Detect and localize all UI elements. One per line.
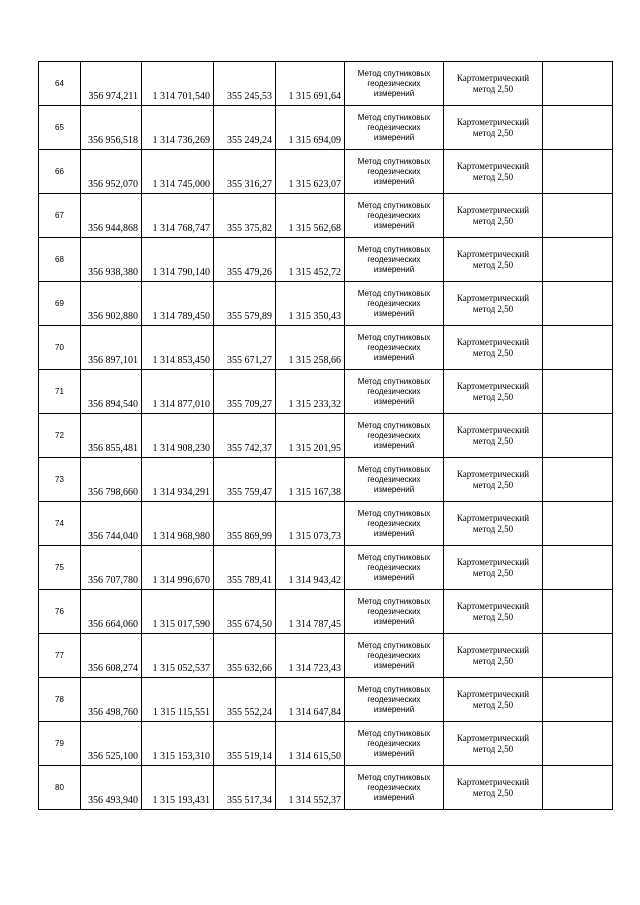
x-coordinate-cell	[81, 722, 142, 766]
method-text: Метод спутниковых геодезических измерений	[357, 244, 431, 274]
y2-coordinate-cell	[276, 634, 345, 678]
y2-coordinate-text: 1 315 233,32	[288, 399, 341, 410]
x-coordinate-text: 356 944,868	[88, 223, 138, 234]
y-coordinate-text: 1 314 908,230	[152, 443, 210, 454]
x-coordinate-text: 356 894,540	[88, 399, 138, 410]
accuracy-cell	[444, 150, 543, 194]
accuracy-cell	[444, 546, 543, 590]
point-number-cell: 66	[39, 150, 81, 194]
x-coordinate-cell	[81, 62, 142, 106]
table-row	[39, 766, 613, 810]
method-cell	[345, 150, 444, 194]
x2-coordinate-text: 355 316,27	[227, 179, 272, 190]
method-text: Метод спутниковых геодезических измерений	[357, 376, 431, 406]
empty-cell	[543, 238, 613, 282]
x2-coordinate-text: 355 519,14	[227, 751, 272, 762]
x2-coordinate-cell	[214, 590, 276, 634]
empty-cell	[543, 546, 613, 590]
y2-coordinate-cell	[276, 766, 345, 810]
accuracy-cell	[444, 634, 543, 678]
empty-cell	[543, 370, 613, 414]
accuracy-text: Картометрический метод 2,50	[456, 160, 530, 182]
method-text: Метод спутниковых геодезических измерений	[357, 420, 431, 450]
x-coordinate-cell	[81, 590, 142, 634]
method-text: Метод спутниковых геодезических измерений	[357, 508, 431, 538]
method-cell	[345, 370, 444, 414]
y2-coordinate-cell	[276, 590, 345, 634]
x2-coordinate-cell	[214, 458, 276, 502]
accuracy-text: Картометрический метод 2,50	[456, 248, 530, 270]
y-coordinate-cell	[142, 414, 214, 458]
y2-coordinate-cell	[276, 282, 345, 326]
point-number-cell: 77	[39, 634, 81, 678]
accuracy-cell	[444, 238, 543, 282]
y2-coordinate-text: 1 315 694,09	[288, 135, 341, 146]
x-coordinate-text: 356 798,660	[88, 487, 138, 498]
y-coordinate-text: 1 315 153,310	[152, 751, 210, 762]
x2-coordinate-text: 355 375,82	[227, 223, 272, 234]
accuracy-text: Картометрический метод 2,50	[456, 204, 530, 226]
x-coordinate-cell	[81, 678, 142, 722]
y-coordinate-cell	[142, 326, 214, 370]
x-coordinate-cell	[81, 458, 142, 502]
accuracy-text: Картометрический метод 2,50	[456, 380, 530, 402]
y2-coordinate-text: 1 315 201,95	[288, 443, 341, 454]
accuracy-cell	[444, 326, 543, 370]
accuracy-cell	[444, 502, 543, 546]
x2-coordinate-text: 355 709,27	[227, 399, 272, 410]
x2-coordinate-text: 355 517,34	[227, 795, 272, 806]
x2-coordinate-text: 355 759,47	[227, 487, 272, 498]
x2-coordinate-cell	[214, 150, 276, 194]
x-coordinate-cell	[81, 502, 142, 546]
x2-coordinate-cell	[214, 326, 276, 370]
y-coordinate-cell	[142, 678, 214, 722]
x-coordinate-cell	[81, 150, 142, 194]
x2-coordinate-text: 355 552,24	[227, 707, 272, 718]
y-coordinate-text: 1 314 790,140	[152, 267, 210, 278]
method-text: Метод спутниковых геодезических измерений	[357, 596, 431, 626]
point-number-cell: 68	[39, 238, 81, 282]
x2-coordinate-text: 355 479,26	[227, 267, 272, 278]
empty-cell	[543, 282, 613, 326]
y2-coordinate-cell	[276, 150, 345, 194]
method-cell	[345, 502, 444, 546]
y-coordinate-cell	[142, 62, 214, 106]
accuracy-text: Картометрический метод 2,50	[456, 644, 530, 666]
accuracy-cell	[444, 766, 543, 810]
x2-coordinate-text: 355 674,50	[227, 619, 272, 630]
method-text: Метод спутниковых геодезических измерений	[357, 684, 431, 714]
point-number-cell: 80	[39, 766, 81, 810]
y-coordinate-text: 1 314 789,450	[152, 311, 210, 322]
y-coordinate-cell	[142, 238, 214, 282]
empty-cell	[543, 106, 613, 150]
y2-coordinate-cell	[276, 194, 345, 238]
y-coordinate-cell	[142, 766, 214, 810]
y2-coordinate-cell	[276, 414, 345, 458]
x2-coordinate-text: 355 742,37	[227, 443, 272, 454]
table-row	[39, 106, 613, 150]
x-coordinate-cell	[81, 194, 142, 238]
x2-coordinate-cell	[214, 194, 276, 238]
method-text: Метод спутниковых геодезических измерений	[357, 640, 431, 670]
x2-coordinate-cell	[214, 414, 276, 458]
y-coordinate-text: 1 315 052,537	[152, 663, 210, 674]
x-coordinate-text: 356 952,070	[88, 179, 138, 190]
y2-coordinate-text: 1 314 552,37	[288, 795, 341, 806]
method-cell	[345, 238, 444, 282]
x2-coordinate-text: 355 632,66	[227, 663, 272, 674]
method-cell	[345, 766, 444, 810]
accuracy-text: Картометрический метод 2,50	[456, 424, 530, 446]
point-number-cell: 65	[39, 106, 81, 150]
table-row	[39, 282, 613, 326]
y-coordinate-text: 1 314 996,670	[152, 575, 210, 586]
y2-coordinate-text: 1 315 452,72	[288, 267, 341, 278]
y-coordinate-text: 1 314 934,291	[152, 487, 210, 498]
y2-coordinate-text: 1 315 073,73	[288, 531, 341, 542]
method-text: Метод спутниковых геодезических измерений	[357, 200, 431, 230]
empty-cell	[543, 458, 613, 502]
y2-coordinate-cell	[276, 370, 345, 414]
accuracy-cell	[444, 194, 543, 238]
x2-coordinate-cell	[214, 238, 276, 282]
method-cell	[345, 546, 444, 590]
table-row	[39, 502, 613, 546]
x2-coordinate-cell	[214, 546, 276, 590]
x2-coordinate-text: 355 579,89	[227, 311, 272, 322]
point-number-cell: 76	[39, 590, 81, 634]
method-cell	[345, 590, 444, 634]
y-coordinate-cell	[142, 150, 214, 194]
x2-coordinate-cell	[214, 502, 276, 546]
y-coordinate-text: 1 315 115,551	[152, 707, 210, 718]
x-coordinate-cell	[81, 634, 142, 678]
x2-coordinate-cell	[214, 62, 276, 106]
x-coordinate-cell	[81, 370, 142, 414]
y-coordinate-cell	[142, 194, 214, 238]
y2-coordinate-text: 1 315 691,64	[288, 91, 341, 102]
y-coordinate-cell	[142, 546, 214, 590]
table-row	[39, 634, 613, 678]
x-coordinate-text: 356 902,880	[88, 311, 138, 322]
accuracy-cell	[444, 282, 543, 326]
y2-coordinate-text: 1 315 167,38	[288, 487, 341, 498]
accuracy-cell	[444, 458, 543, 502]
accuracy-text: Картометрический метод 2,50	[456, 292, 530, 314]
x-coordinate-text: 356 855,481	[88, 443, 138, 454]
y-coordinate-text: 1 314 877,010	[152, 399, 210, 410]
x2-coordinate-cell	[214, 722, 276, 766]
method-cell	[345, 678, 444, 722]
table-row	[39, 678, 613, 722]
method-text: Метод спутниковых геодезических измерений	[357, 68, 431, 98]
x-coordinate-cell	[81, 326, 142, 370]
point-number-cell: 74	[39, 502, 81, 546]
empty-cell	[543, 502, 613, 546]
x-coordinate-text: 356 664,060	[88, 619, 138, 630]
empty-cell	[543, 194, 613, 238]
x-coordinate-text: 356 707,780	[88, 575, 138, 586]
x2-coordinate-cell	[214, 678, 276, 722]
x2-coordinate-cell	[214, 106, 276, 150]
y2-coordinate-text: 1 314 787,45	[288, 619, 341, 630]
accuracy-text: Картометрический метод 2,50	[456, 468, 530, 490]
y-coordinate-cell	[142, 370, 214, 414]
y-coordinate-cell	[142, 634, 214, 678]
accuracy-text: Картометрический метод 2,50	[456, 72, 530, 94]
x2-coordinate-text: 355 789,41	[227, 575, 272, 586]
y-coordinate-text: 1 314 745,000	[152, 179, 210, 190]
table-row	[39, 326, 613, 370]
point-number-cell: 67	[39, 194, 81, 238]
x-coordinate-text: 356 493,940	[88, 795, 138, 806]
point-number-cell: 70	[39, 326, 81, 370]
table-row	[39, 458, 613, 502]
x-coordinate-text: 356 897,101	[88, 355, 138, 366]
empty-cell	[543, 590, 613, 634]
table-row	[39, 546, 613, 590]
method-text: Метод спутниковых геодезических измерений	[357, 728, 431, 758]
empty-cell	[543, 766, 613, 810]
y-coordinate-text: 1 314 968,980	[152, 531, 210, 542]
y2-coordinate-cell	[276, 106, 345, 150]
x-coordinate-text: 356 744,040	[88, 531, 138, 542]
method-cell	[345, 634, 444, 678]
empty-cell	[543, 150, 613, 194]
method-text: Метод спутниковых геодезических измерений	[357, 464, 431, 494]
y2-coordinate-text: 1 315 258,66	[288, 355, 341, 366]
y2-coordinate-text: 1 314 723,43	[288, 663, 341, 674]
x-coordinate-text: 356 525,100	[88, 751, 138, 762]
point-number-cell: 64	[39, 62, 81, 106]
accuracy-text: Картометрический метод 2,50	[456, 512, 530, 534]
y2-coordinate-text: 1 315 623,07	[288, 179, 341, 190]
method-cell	[345, 414, 444, 458]
point-number-cell: 71	[39, 370, 81, 414]
y-coordinate-text: 1 315 017,590	[152, 619, 210, 630]
accuracy-text: Картометрический метод 2,50	[456, 776, 530, 798]
method-text: Метод спутниковых геодезических измерений	[357, 332, 431, 362]
table-row	[39, 590, 613, 634]
method-text: Метод спутниковых геодезических измерений	[357, 552, 431, 582]
y-coordinate-text: 1 314 701,540	[152, 91, 210, 102]
method-cell	[345, 106, 444, 150]
y2-coordinate-cell	[276, 546, 345, 590]
y-coordinate-text: 1 314 736,269	[152, 135, 210, 146]
y2-coordinate-cell	[276, 722, 345, 766]
y2-coordinate-text: 1 314 647,84	[288, 707, 341, 718]
accuracy-cell	[444, 370, 543, 414]
table-row	[39, 722, 613, 766]
empty-cell	[543, 678, 613, 722]
accuracy-text: Картометрический метод 2,50	[456, 688, 530, 710]
method-text: Метод спутниковых геодезических измерений	[357, 156, 431, 186]
accuracy-text: Картометрический метод 2,50	[456, 556, 530, 578]
accuracy-text: Картометрический метод 2,50	[456, 336, 530, 358]
x2-coordinate-cell	[214, 370, 276, 414]
method-cell	[345, 326, 444, 370]
method-cell	[345, 194, 444, 238]
x-coordinate-cell	[81, 106, 142, 150]
y2-coordinate-text: 1 315 562,68	[288, 223, 341, 234]
accuracy-cell	[444, 414, 543, 458]
table-row	[39, 370, 613, 414]
y2-coordinate-cell	[276, 678, 345, 722]
table-row	[39, 150, 613, 194]
y2-coordinate-text: 1 314 615,50	[288, 751, 341, 762]
method-text: Метод спутниковых геодезических измерений	[357, 288, 431, 318]
y-coordinate-text: 1 314 853,450	[152, 355, 210, 366]
y2-coordinate-cell	[276, 458, 345, 502]
x2-coordinate-cell	[214, 282, 276, 326]
point-number-cell: 79	[39, 722, 81, 766]
x-coordinate-cell	[81, 766, 142, 810]
y-coordinate-cell	[142, 502, 214, 546]
x-coordinate-cell	[81, 282, 142, 326]
empty-cell	[543, 62, 613, 106]
point-number-cell: 69	[39, 282, 81, 326]
method-text: Метод спутниковых геодезических измерений	[357, 112, 431, 142]
method-text: Метод спутниковых геодезических измерений	[357, 772, 431, 802]
point-number-cell: 78	[39, 678, 81, 722]
point-number-cell: 75	[39, 546, 81, 590]
accuracy-cell	[444, 62, 543, 106]
accuracy-cell	[444, 590, 543, 634]
method-cell	[345, 458, 444, 502]
y-coordinate-text: 1 314 768,747	[152, 223, 210, 234]
y2-coordinate-cell	[276, 238, 345, 282]
x-coordinate-cell	[81, 546, 142, 590]
accuracy-text: Картометрический метод 2,50	[456, 732, 530, 754]
y-coordinate-cell	[142, 106, 214, 150]
accuracy-cell	[444, 106, 543, 150]
y-coordinate-cell	[142, 590, 214, 634]
x-coordinate-cell	[81, 414, 142, 458]
x2-coordinate-cell	[214, 634, 276, 678]
x-coordinate-text: 356 608,274	[88, 663, 138, 674]
point-number-cell: 72	[39, 414, 81, 458]
method-cell	[345, 282, 444, 326]
empty-cell	[543, 326, 613, 370]
y-coordinate-cell	[142, 282, 214, 326]
x2-coordinate-text: 355 245,53	[227, 91, 272, 102]
table-row	[39, 414, 613, 458]
y2-coordinate-cell	[276, 62, 345, 106]
accuracy-cell	[444, 678, 543, 722]
x-coordinate-cell	[81, 238, 142, 282]
accuracy-text: Картометрический метод 2,50	[456, 600, 530, 622]
x-coordinate-text: 356 498,760	[88, 707, 138, 718]
x-coordinate-text: 356 938,380	[88, 267, 138, 278]
y-coordinate-cell	[142, 458, 214, 502]
x-coordinate-text: 356 956,518	[88, 135, 138, 146]
coordinates-table	[38, 61, 613, 810]
accuracy-cell	[444, 722, 543, 766]
empty-cell	[543, 634, 613, 678]
table-row	[39, 194, 613, 238]
coordinates-table-body	[39, 62, 613, 810]
y2-coordinate-text: 1 314 943,42	[288, 575, 341, 586]
method-cell	[345, 62, 444, 106]
table-row	[39, 62, 613, 106]
x2-coordinate-cell	[214, 766, 276, 810]
y-coordinate-cell	[142, 722, 214, 766]
x-coordinate-text: 356 974,211	[88, 91, 138, 102]
y2-coordinate-text: 1 315 350,43	[288, 311, 341, 322]
empty-cell	[543, 414, 613, 458]
method-cell	[345, 722, 444, 766]
y-coordinate-text: 1 315 193,431	[152, 795, 210, 806]
y2-coordinate-cell	[276, 502, 345, 546]
x2-coordinate-text: 355 249,24	[227, 135, 272, 146]
x2-coordinate-text: 355 671,27	[227, 355, 272, 366]
table-row	[39, 238, 613, 282]
point-number-cell: 73	[39, 458, 81, 502]
empty-cell	[543, 722, 613, 766]
y2-coordinate-cell	[276, 326, 345, 370]
x2-coordinate-text: 355 869,99	[227, 531, 272, 542]
accuracy-text: Картометрический метод 2,50	[456, 116, 530, 138]
